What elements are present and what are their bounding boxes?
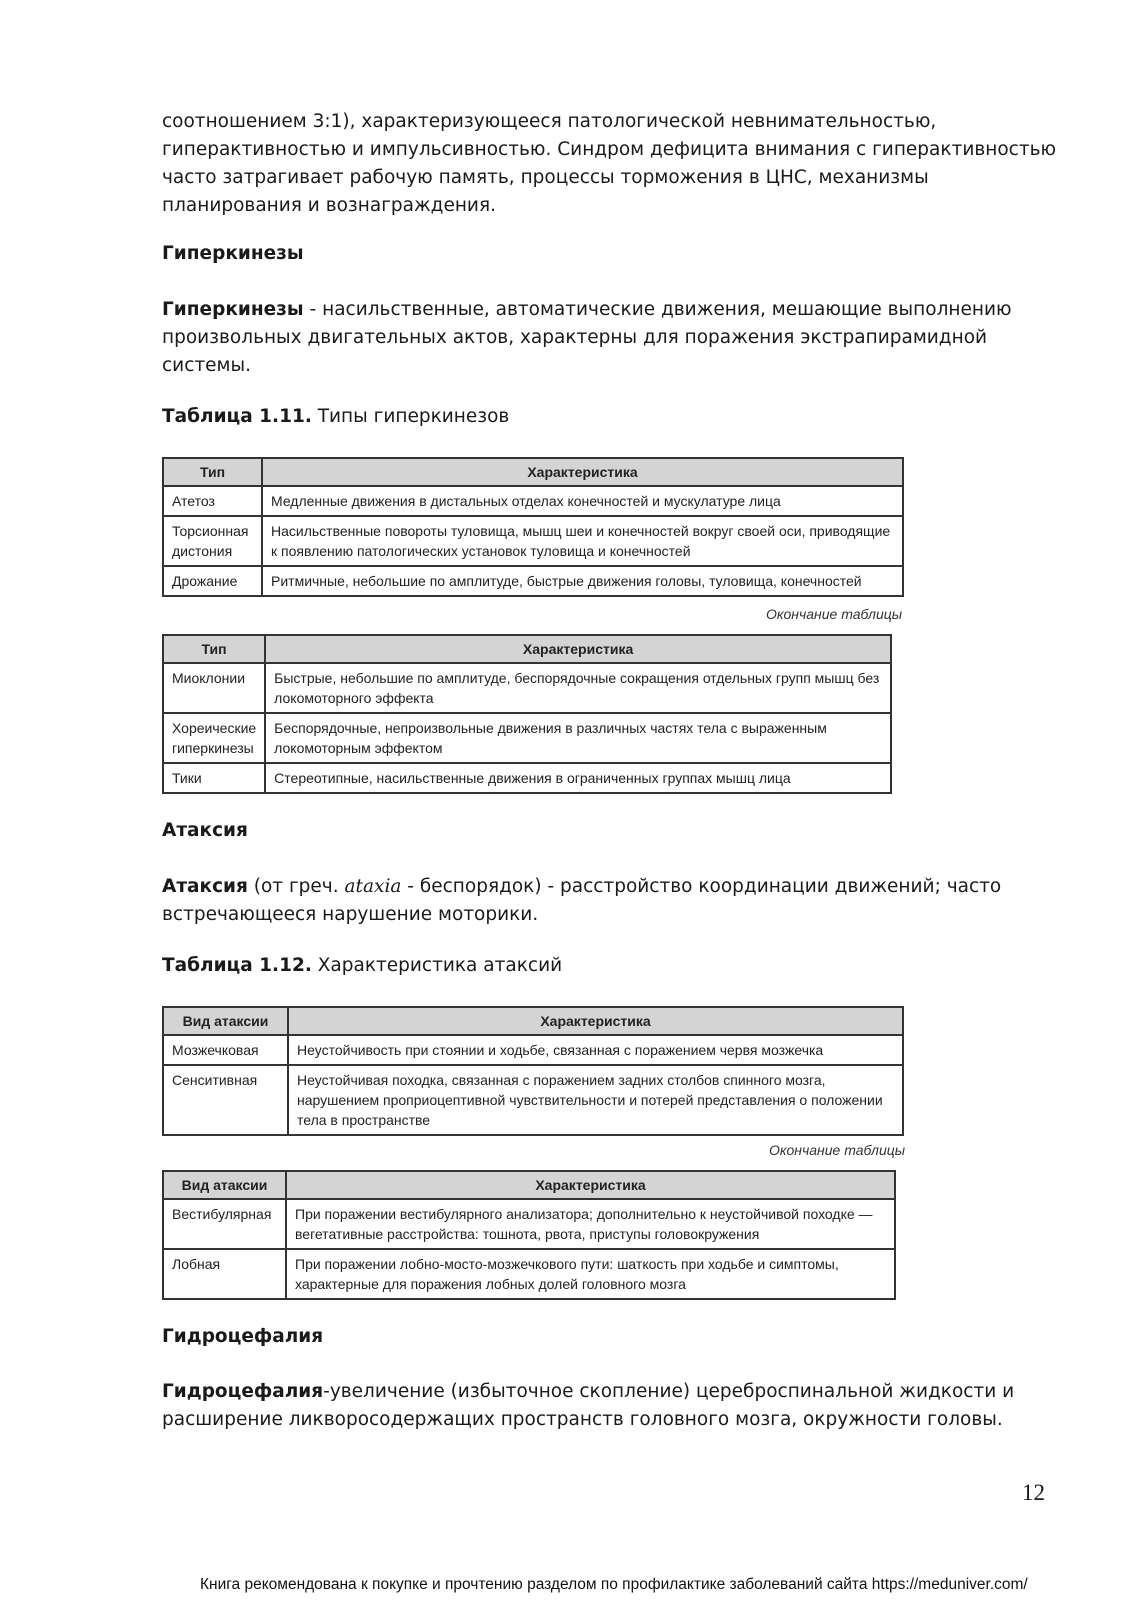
table-row: Тики Стереотипные, насильственные движения в ограниченных группах мышц лица <box>163 763 891 793</box>
section-heading-hydrocephalus: Гидроцефалия <box>162 1326 324 1347</box>
hydrocephalus-definition: Гидроцефалия-увеличение (избыточное скопление) цереброспинальной жидкости и расширение ликворосодержащих пространств головного мозга, окружности головы. <box>162 1381 1015 1430</box>
table-header-row: Вид атаксии Характеристика <box>163 1007 903 1035</box>
table-continuation-note: Окончание таблицы <box>766 606 903 622</box>
table-row: Миоклонии Быстрые, небольшие по амплитуде, беспорядочные сокращения отдельных групп мышц без локомоторного эффекта <box>163 663 891 713</box>
table-continuation-note: Окончание таблицы <box>769 1142 906 1158</box>
table-header-row: Тип Характеристика <box>163 635 891 663</box>
ataxia-definition: Атаксия (от греч. ataxia - беспорядок) - расстройство координации движений; часто встречающееся нарушение моторики. <box>162 876 1002 925</box>
table-hyperkinesis-part1 <box>162 457 904 597</box>
table-row: Хореические гиперкинезы Беспорядочные, непроизвольные движения в различных частях тела с выраженным локомоторным эффектом <box>163 713 891 763</box>
section-heading-hyperkinesis: Гиперкинезы <box>162 243 304 264</box>
table-caption: Таблица 1.11. Типы гиперкинезов <box>162 406 510 427</box>
table-ataxia-part2 <box>162 1170 896 1300</box>
table-row: Мозжечковая Неустойчивость при стоянии и ходьбе, связанная с поражением червя мозжечка <box>163 1035 903 1065</box>
intro-line: планирования и вознаграждения. <box>162 195 496 216</box>
term: Гиперкинезы <box>162 299 304 320</box>
page-number: 12 <box>1022 1480 1045 1505</box>
intro-line: соотношением 3:1), характеризующееся патологической невнимательностью, <box>162 111 937 132</box>
intro-line: часто затрагивает рабочую память, процессы торможения в ЦНС, механизмы <box>162 167 929 188</box>
table-hyperkinesis-part2 <box>162 634 892 794</box>
table-row: Дрожание Ритмичные, небольшие по амплитуде, быстрые движения головы, туловища, конечностей <box>163 566 903 596</box>
intro-line: гиперактивностью и импульсивностью. Синдром дефицита внимания с гиперактивностью <box>162 139 1057 160</box>
intro-paragraph <box>162 108 1062 220</box>
table-row: Вестибулярная При поражении вестибулярного анализатора; дополнительно к неустойчивой походке — вегетативные расстройства: тошнота, рвота, приступы головокружения <box>163 1199 895 1249</box>
table-row: Атетоз Медленные движения в дистальных отделах конечностей и мускулатуре лица <box>163 486 903 516</box>
table-row: Сенситивная Неустойчивая походка, связанная с поражением задних столбов спинного мозга, нарушением проприоцептивной чувствительности и потерей представления о положении тела в пространстве <box>163 1065 903 1135</box>
table-header-row: Тип Характеристика <box>163 458 903 486</box>
table-row: Лобная При поражении лобно-мосто-мозжечкового пути: шаткость при ходьбе и симптомы, характерные для поражения лобных долей головного мозга <box>163 1249 895 1299</box>
section-heading-ataxia: Атаксия <box>162 820 248 841</box>
table-ataxia-part1 <box>162 1006 904 1136</box>
hyperkinesis-definition: Гиперкинезы - насильственные, автоматические движения, мешающие выполнению произвольных двигательных актов, характерны для поражения экстрапирамидной системы. <box>162 299 1012 376</box>
table-row: Торсионная дистония Насильственные повороты туловища, мышц шеи и конечностей вокруг своей оси, приводящие к появлению патологических установок туловища и конечностей <box>163 516 903 566</box>
table-caption: Таблица 1.12. Характеристика атаксий <box>162 955 563 976</box>
table-header-row: Вид атаксии Характеристика <box>163 1171 895 1199</box>
footer-note: Книга рекомендована к покупке и прочтению разделом по профилактике заболеваний сайта https://meduniver.com/ <box>200 1576 1028 1593</box>
